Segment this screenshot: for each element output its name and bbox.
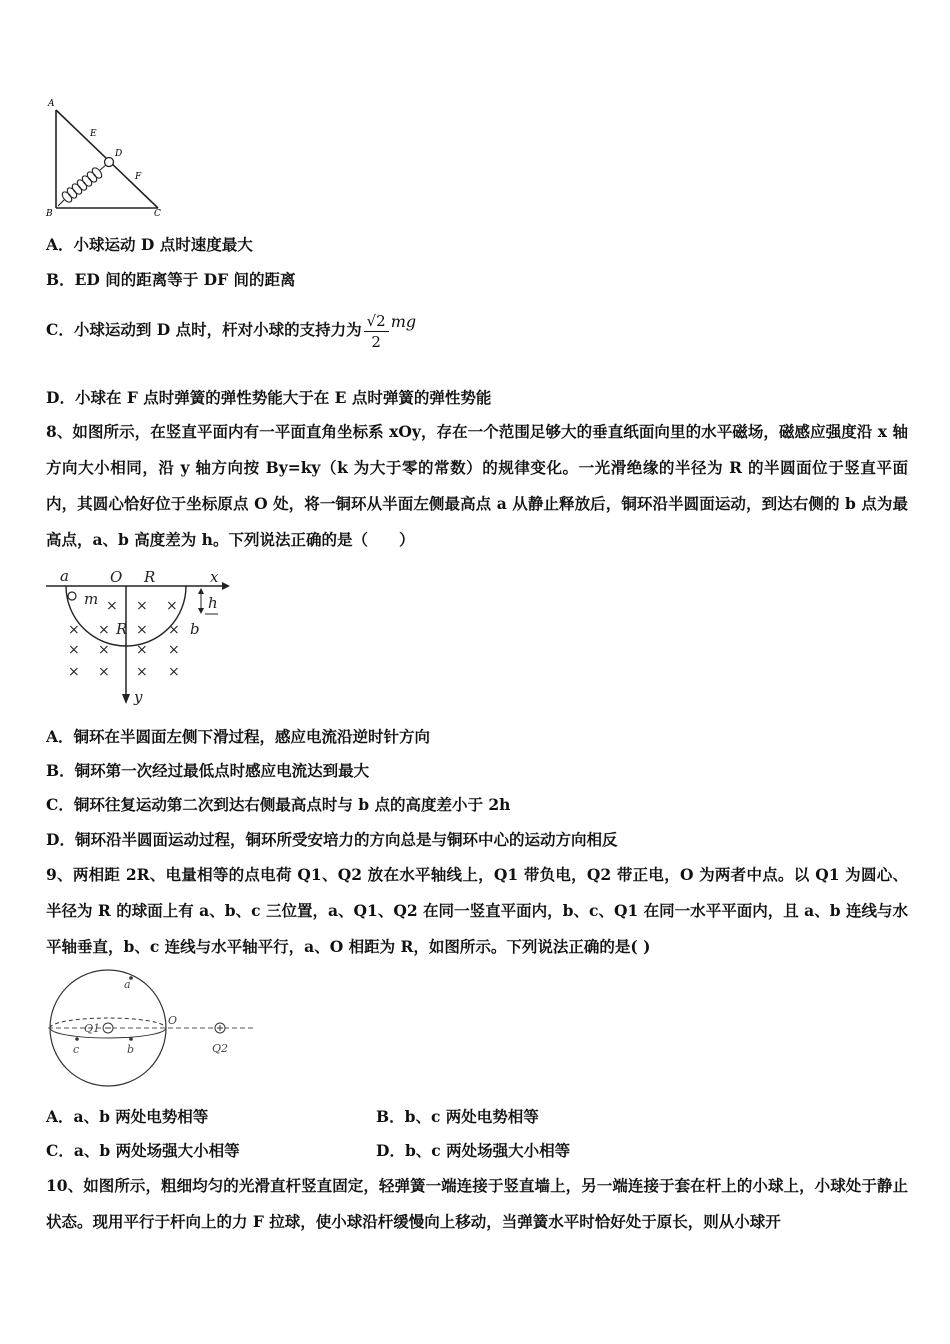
label-b: b <box>190 620 200 638</box>
q7-option-c <box>46 310 416 352</box>
label-e: E <box>90 129 97 139</box>
q8-stem: 8、如图所示，在竖直平面内有一平面直角坐标系 xOy，存在一个范围足够大的垂直纸面向里的水平磁场，磁感应强度沿 x 轴方向大小相同，沿 y 轴方向按 By=ky（k 为大于零的常数）的规律变化。一光滑绝缘的半径为 R 的半圆面位于竖直平面内，其圆心恰好位于坐标原点 O 处，将一铜环从半面左侧最高点 a 从静止释放后，铜环沿半圆面运动，到达右侧的 b 点为最高点，a、b 高度差为 h。下列说法正确的是（ ） <box>46 422 908 549</box>
q9-stem: 9、两相距 2R、电量相等的点电荷 Q1、Q2 放在水平轴线上，Q1 带负电，Q2 带正电，O 为两者中点。以 Q1 为圆心、半径为 R 的球面上有 a、b、c 三位置，a、Q1、Q2 在同一竖直平面内，b、c、Q1 在同一水平平面内，且 a、b 连线与水平轴垂直，b、c 连线与水平轴平行，a、O 相距为 R，如图所示。下列说法正确的是( ) <box>46 865 908 956</box>
cross-mark: × <box>68 622 80 638</box>
label-x: x <box>210 568 219 586</box>
cross-mark: × <box>166 598 178 614</box>
q9-option-b: B．b、c 两处电势相等 <box>376 1107 539 1126</box>
label-c: C <box>154 209 161 219</box>
label-a: a <box>124 978 131 991</box>
cross-mark: × <box>136 622 148 638</box>
label-y: y <box>134 688 143 706</box>
label-a: A <box>48 99 55 109</box>
cross-mark: × <box>68 664 80 680</box>
label-b: B <box>46 209 53 219</box>
label-m: m <box>84 590 99 608</box>
q10-stem: 10、如图所示，粗细均匀的光滑直杆竖直固定，轻弹簧一端连接于竖直墙上，另一端连接于套在杆上的小球上，小球处于静止状态。现用平行于杆向上的力 F 拉球，使小球沿杆缓慢向上移动，当弹簧水平时恰好处于原长，则从小球开 <box>46 1176 908 1231</box>
fraction-denominator: 2 <box>371 332 381 351</box>
label-q1: Q1 <box>84 1022 101 1035</box>
fraction <box>364 311 389 352</box>
q9-option-c: C．a、b 两处场强大小相等 <box>46 1141 240 1160</box>
cross-mark: × <box>68 642 80 658</box>
q8-option-d: D．铜环沿半圆面运动过程，铜环所受安培力的方向总是与铜环中心的运动方向相反 <box>46 830 618 849</box>
q8-option-b: B．铜环第一次经过最低点时感应电流达到最大 <box>46 761 370 780</box>
magnetic-field-semicircle-figure <box>40 566 240 708</box>
label-q2: Q2 <box>212 1042 229 1055</box>
q7-option-d: D．小球在 F 点时弹簧的弹性势能大于在 E 点时弹簧的弹性势能 <box>46 388 492 407</box>
label-b: b <box>127 1043 135 1056</box>
label-h: h <box>208 594 218 612</box>
q7-option-b: B．ED 间的距离等于 DF 间的距离 <box>46 270 296 289</box>
q8-option-c: C．铜环往复运动第二次到达右侧最高点时与 b 点的高度差小于 2h <box>46 795 511 814</box>
cross-mark: × <box>136 598 148 614</box>
sphere-charges-figure <box>44 966 258 1094</box>
label-f: F <box>135 172 142 182</box>
spring-incline-figure <box>40 96 180 220</box>
cross-mark: × <box>136 664 148 680</box>
q7-option-c-text: C．小球运动到 D 点时，杆对小球的支持力为 <box>46 320 362 339</box>
label-o: O <box>168 1014 178 1027</box>
label-o: O <box>110 568 123 586</box>
q7-option-c-unit: mg <box>390 312 417 331</box>
cross-mark: × <box>168 664 180 680</box>
cross-mark: × <box>98 642 110 658</box>
label-c: c <box>73 1043 80 1056</box>
label-d: D <box>115 149 123 159</box>
cross-mark: × <box>98 622 110 638</box>
cross-mark: × <box>98 664 110 680</box>
label-a: a <box>60 567 69 585</box>
q8-option-a: A．铜环在半圆面左侧下滑过程，感应电流沿逆时针方向 <box>46 727 431 746</box>
label-r-top: R <box>144 568 156 586</box>
label-r-mid: R <box>116 620 128 638</box>
field-cross-marks <box>68 598 180 680</box>
q9-option-a: A．a、b 两处电势相等 <box>46 1107 209 1126</box>
cross-mark: × <box>168 622 180 638</box>
cross-mark: × <box>106 598 118 614</box>
fraction-numerator: √2 <box>364 311 389 332</box>
q9-option-d: D．b、c 两处场强大小相等 <box>376 1141 571 1160</box>
cross-mark: × <box>136 642 148 658</box>
cross-mark: × <box>168 642 180 658</box>
q7-option-a: A．小球运动 D 点时速度最大 <box>46 235 253 254</box>
